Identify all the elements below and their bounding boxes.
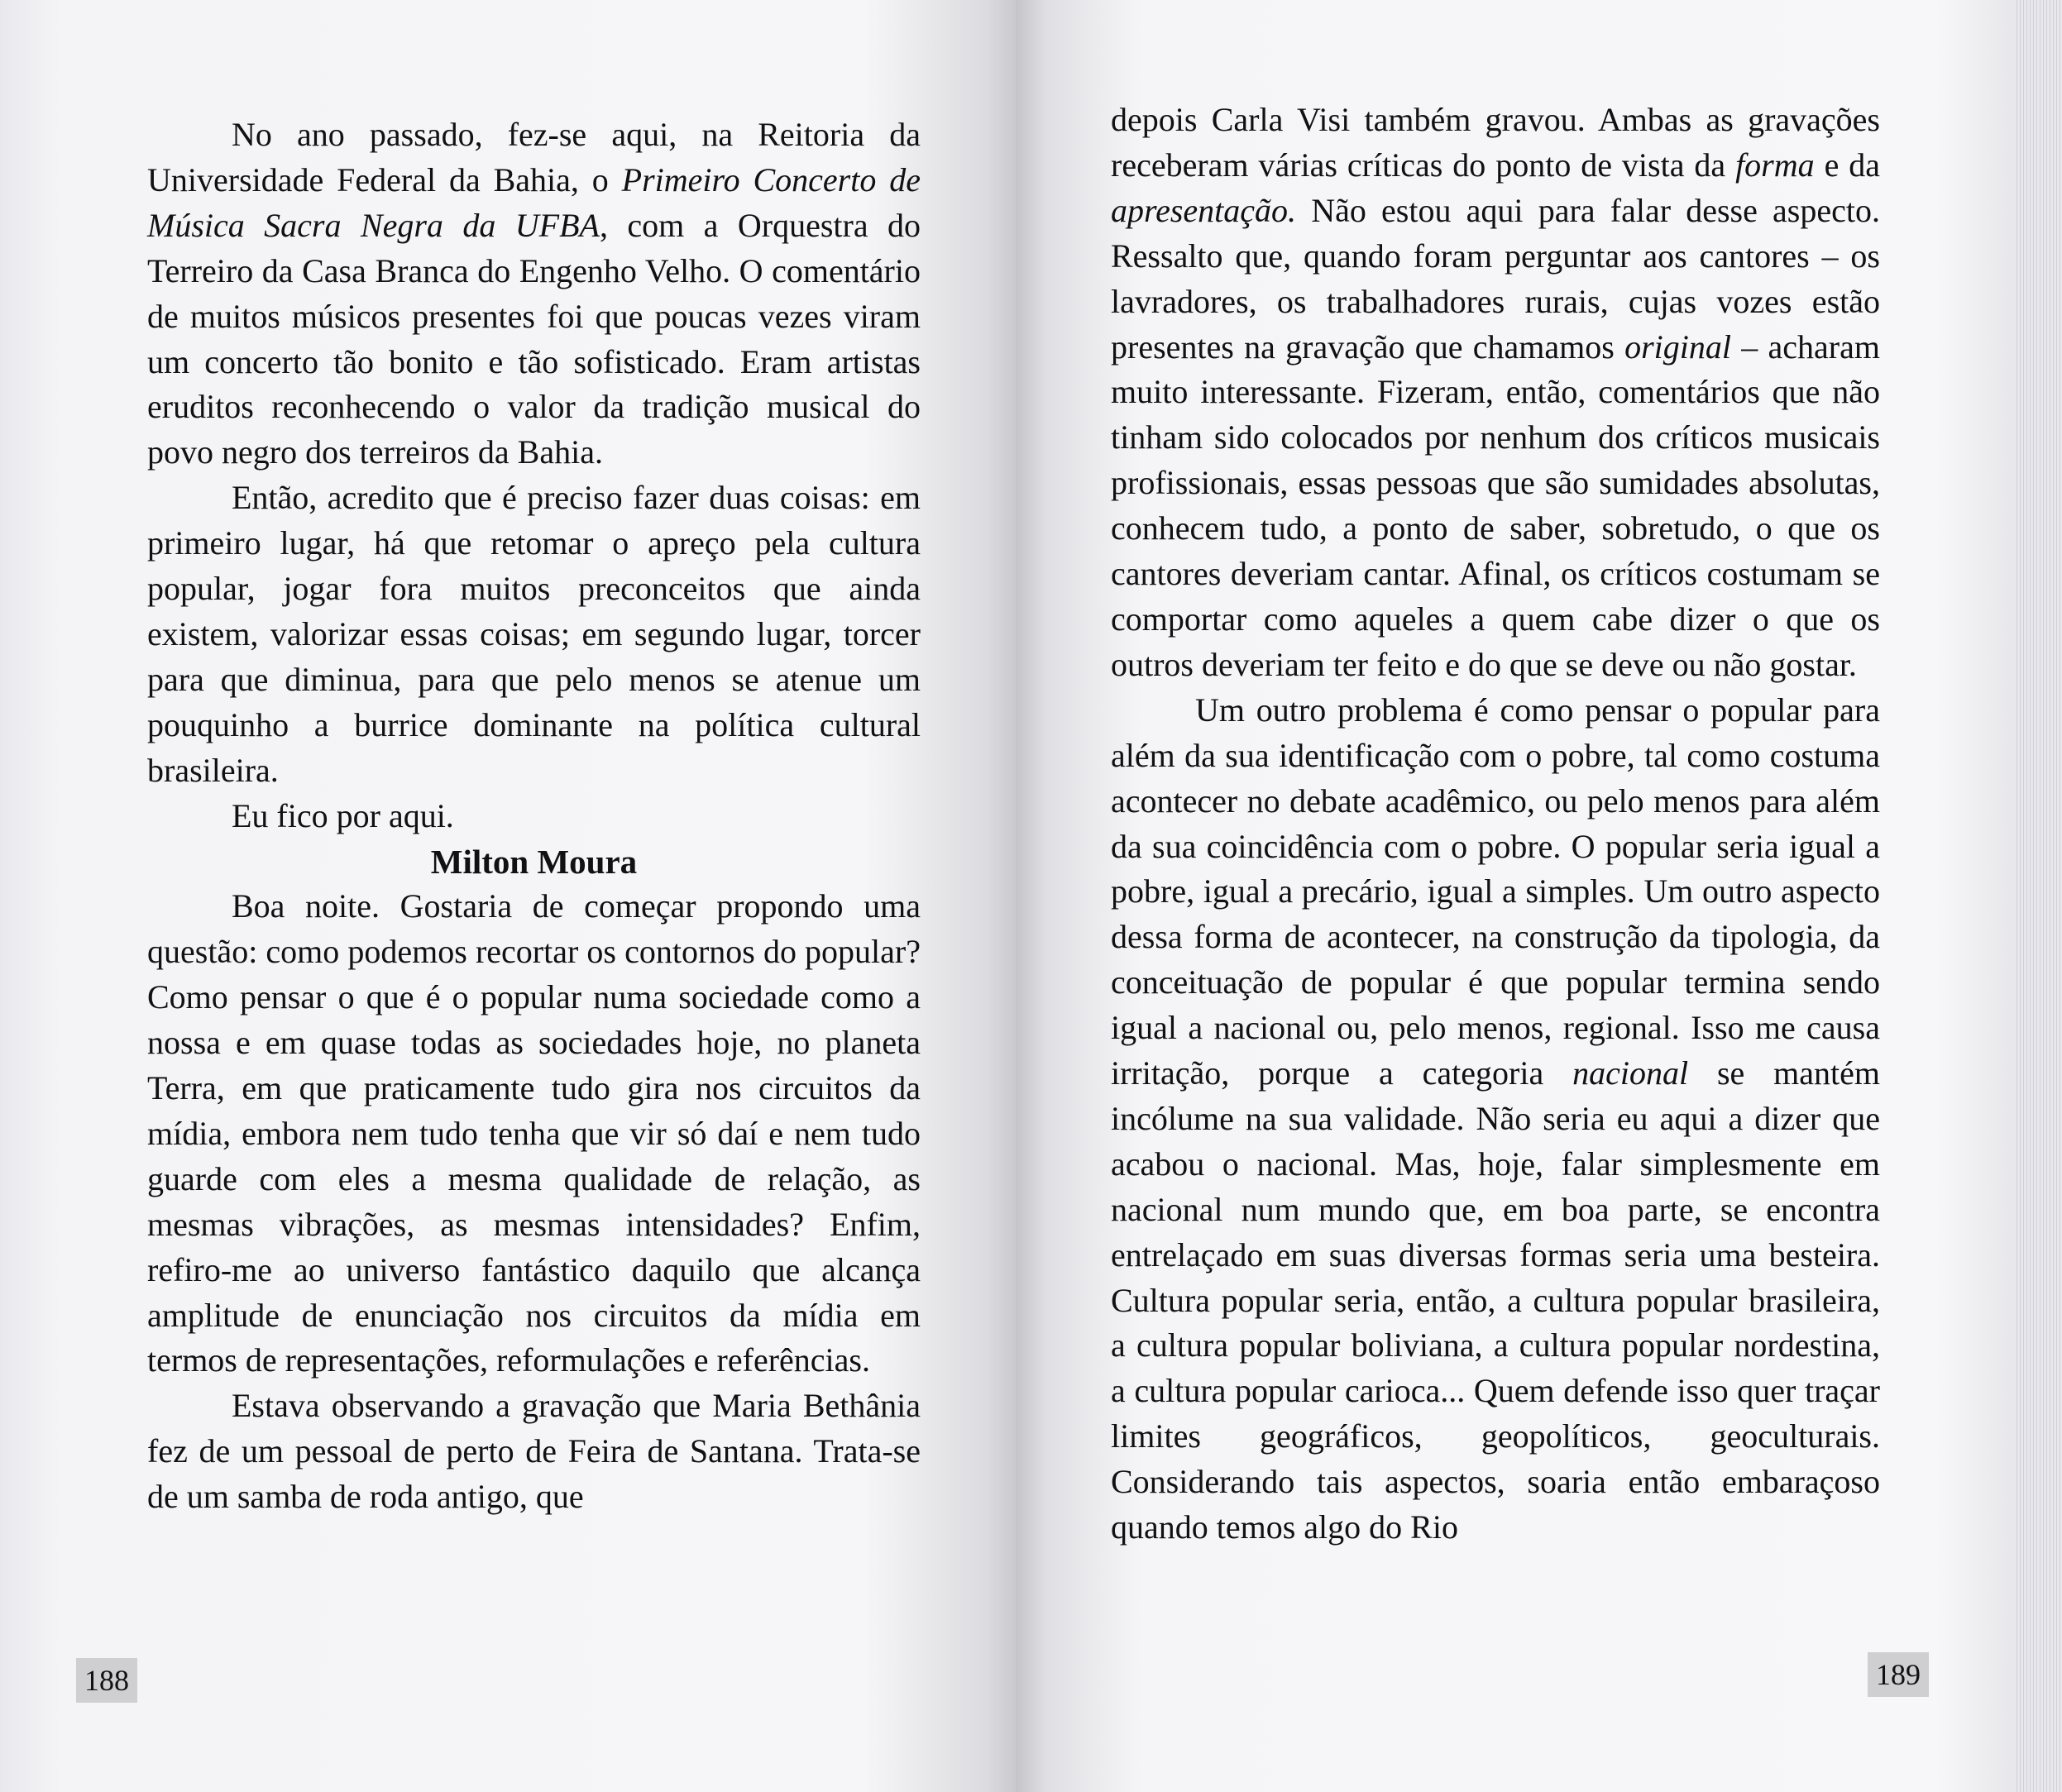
left-page [0, 0, 1016, 1792]
page-number: 188 [76, 1658, 137, 1703]
right-page [1016, 0, 2062, 1792]
paragraph: Então, acredito que é preciso fazer duas coisas: em primeiro lugar, há que retomar o apreço pela cultura popular, jogar fora muitos preconceitos que ainda existem, valorizar essas coisas; em segundo lugar, torcer para que diminua, para que pelo menos se atenue um pouquinho a burrice dominante na política cultural brasileira. [147, 479, 921, 789]
paragraph: Boa noite. Gostaria de começar propondo uma questão: como podemos recortar os contornos do popular? Como pensar o que é o popular numa sociedade como a nossa e em quase todas as sociedades hoje, no planeta Terra, em que praticamente tudo gira nos circuitos da mídia, embora nem tudo tenha que vir só daí e nem tudo guarde com eles a mesma qualidade de relação, as mesmas vibrações, as mesmas intensidades? Enfim, refiro-me ao universo fantástico daquilo que alcança amplitude de enunciação nos circuitos da mídia em termos de representações, reformulações e referências. [147, 887, 921, 1379]
paragraph: Estava observando a gravação que Maria Bethânia fez de um pessoal de perto de Feira de Santana. Trata-se de um samba de roda antigo, que [147, 1387, 921, 1516]
page-number: 189 [1868, 1652, 1929, 1697]
concert-title: Primeiro Concerto de Música Sacra Negra da UFBA [147, 160, 921, 244]
author-heading: Milton Moura [430, 842, 638, 881]
right-page-text [1111, 98, 1880, 1551]
paragraph: No ano passado, fez-se aqui, na Reitoria da Universidade Federal da Bahia, o Primeiro Concerto de Música Sacra Negra da UFBA, com a Orquestra do Terreiro da Casa Branca do Engenho Velho. O comentário de muitos músicos presentes foi que poucas vezes viram um concerto tão bonito e tão sofisticado. Eram artistas eruditos reconhecendo o valor da tradição musical do povo negro dos terreiros da Bahia. [147, 116, 921, 471]
paragraph: Um outro problema é como pensar o popular para além da sua identificação com o pobre, tal como costuma acontecer no debate acadêmico, ou pelo menos para além da sua coincidência com o pobre. O popular seria igual a pobre, igual a precário, igual a simples. Um outro aspecto dessa forma de acontecer, na construção da tipologia, da conceituação de popular é que popular termina sendo igual a nacional ou, pelo menos, regional. Isso me causa irritação, porque a categoria nacional se mantém incólume na sua validade. Não seria eu aqui a dizer que acabou o nacional. Mas, hoje, falar simplesmente em nacional num mundo que, em boa parte, se encontra entrelaçado em suas diversas formas seria uma besteira. Cultura popular seria, então, a cultura popular brasileira, a cultura popular boliviana, a cultura popular nordestina, a cultura popular carioca... Quem defende isso quer traçar limites geográficos, geopolíticos, geoculturais. Considerando tais aspectos, soaria então embaraçoso quando temos algo do Rio [1111, 691, 1880, 1546]
paragraph: Eu fico por aqui. [232, 796, 454, 834]
paragraph: depois Carla Visi também gravou. Ambas as gravações receberam várias críticas do ponto de vista da forma e da apresentação. Não estou aqui para falar desse aspecto. Ressalto que, quando foram perguntar aos cantores – os lavradores, os trabalhadores rurais, cujas vozes estão presentes na gravação que chamamos original – acharam muito interessante. Fizeram, então, comentários que não tinham sido colocados por nenhum dos críticos musicais profissionais, essas pessoas que são sumidades absolutas, conhecem tudo, a ponto de saber, sobretudo, o que os cantores deveriam cantar. Afinal, os críticos costumam se comportar como aqueles a quem cabe dizer o que os outros deveriam ter feito e do que se deve ou não gostar. [1111, 101, 1880, 683]
left-page-text [147, 112, 921, 1520]
page-edges [2014, 0, 2062, 1792]
